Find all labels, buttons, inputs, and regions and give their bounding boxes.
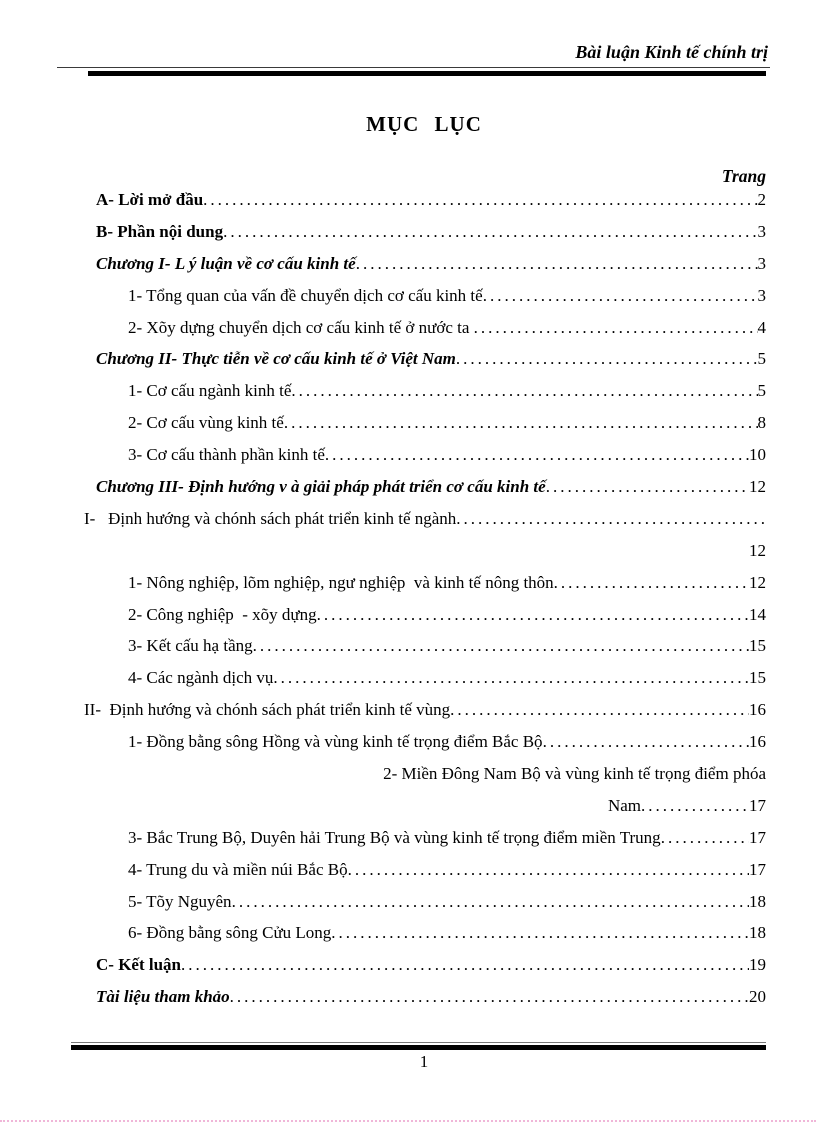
page-title: MỤC LỤC [366, 112, 482, 136]
toc-entry-label: Chương III- Định hướng v à giải pháp phát triển cơ cấu kinh tế [96, 477, 546, 497]
toc-entry [82, 762, 766, 794]
toc-entry-page: 2 [757, 190, 766, 209]
toc-entry [82, 730, 766, 762]
toc-entry-label: B- Phần nội dung [96, 221, 224, 241]
toc-entry-page: 3 [757, 253, 766, 273]
toc-entry [82, 985, 766, 1017]
toc-entry-page: 3 [757, 285, 766, 305]
dot-leader [284, 411, 758, 435]
dot-leader [543, 730, 749, 754]
toc-entry-label: 3- Bắc Trung Bộ, Duyên hải Trung Bộ và vùng kinh tế trọng điểm miền Trung [128, 827, 661, 847]
toc-content [82, 0, 766, 1017]
toc-entry-page: 14 [749, 604, 766, 624]
toc-entry-page: 12 [749, 540, 766, 560]
toc-entry-label: Chương I- L ý luận về cơ cấu kinh tế [96, 253, 356, 273]
toc-entry [82, 347, 766, 379]
toc-entry-label: 1- Đồng bằng sông Hồng và vùng kinh tế trọng điểm Bắc Bộ [128, 732, 543, 752]
toc-entry [82, 316, 766, 348]
dot-leader [253, 634, 749, 658]
toc-entry [82, 890, 766, 922]
dot-leader [230, 985, 749, 1009]
toc-entry-label: 1- Cơ cấu ngành kinh tế [128, 381, 292, 401]
toc-entry [82, 539, 766, 571]
toc-entry-label: 3- Kết cấu hạ tầng [128, 636, 253, 656]
toc-entry [82, 921, 766, 953]
toc-entry-label: 1- Nông nghiệp, lõm nghiệp, ngư nghiệp và kinh tế nông thôn [128, 572, 554, 592]
toc-entry-label: 2- Cơ cấu vùng kinh tế [128, 413, 284, 433]
dot-leader [223, 220, 757, 244]
dot-leader [483, 284, 758, 308]
toc-entry [82, 443, 766, 475]
dot-leader [474, 316, 758, 340]
toc-entry-page: 8 [757, 413, 766, 433]
toc-entry [82, 698, 766, 730]
toc-entry-page: 3 [757, 221, 766, 241]
toc-entry [82, 603, 766, 635]
toc-entry-label: C- Kết luận [96, 955, 181, 975]
page-column-label: Trang [721, 166, 766, 186]
toc-entry [82, 571, 766, 603]
dot-leader [356, 252, 758, 276]
dot-leader [661, 826, 749, 850]
toc-entry-label: Tài liệu tham khảo [96, 987, 230, 1007]
footer-rule-thick [71, 1045, 766, 1050]
toc-entry-label: Chương II- Thực tiễn về cơ cấu kinh tế ở Việt Nam [96, 349, 456, 369]
toc-entry-label: A- Lời mở đầu [96, 190, 204, 209]
running-header-title: Bài luận Kinh tế chính trị [575, 42, 768, 62]
toc-entry-page: 16 [749, 732, 766, 752]
dot-leader [203, 188, 757, 212]
toc-entry [82, 953, 766, 985]
toc-entry-page: 5 [757, 381, 766, 401]
toc-entry-page: 15 [749, 668, 766, 688]
dot-leader [456, 507, 766, 531]
toc-entry [82, 284, 766, 316]
toc-entry [82, 252, 766, 284]
toc-entry-label: 2- Xõy dựng chuyển dịch cơ cấu kinh tế ở nước ta [128, 317, 474, 337]
toc-entry-page: 5 [757, 349, 766, 369]
toc-entry [82, 220, 766, 252]
toc-entry-page: 20 [749, 987, 766, 1007]
dot-leader [456, 347, 758, 371]
toc-entry [82, 634, 766, 666]
dot-leader [317, 603, 749, 627]
dot-leader [331, 921, 749, 945]
toc-entry-label: I- Định hướng và chónh sách phát triển kinh tế ngành [84, 508, 457, 528]
toc-entry-page: 10 [749, 445, 766, 465]
toc-entry-label: Nam [607, 795, 641, 815]
toc-entry [82, 666, 766, 698]
toc-entry-page: 18 [749, 923, 766, 943]
dot-leader [554, 571, 749, 595]
toc-entry-label: 5- Tõy Nguyên [128, 891, 232, 911]
toc-entry [82, 826, 766, 858]
dot-leader [348, 858, 749, 882]
toc-entry [82, 794, 766, 826]
toc-entry-page: 16 [749, 700, 766, 720]
toc-entry-label: 1- Tổng quan của vấn đề chuyển dịch cơ cấu kinh tế [128, 285, 483, 305]
toc-entry-label: 3- Cơ cấu thành phần kinh tế [128, 445, 325, 465]
toc-entry [82, 475, 766, 507]
dot-leader [641, 794, 749, 818]
dot-leader [450, 698, 749, 722]
toc-entry-page: 19 [749, 955, 766, 975]
toc-entry [82, 188, 766, 220]
dot-leader [325, 443, 749, 467]
toc-entry-label: 6- Đồng bằng sông Cửu Long [128, 923, 332, 943]
toc-entry-label: 4- Trung du và miền núi Bắc Bộ [128, 859, 348, 879]
footer-rule-thin [71, 1042, 766, 1043]
toc-entry-page: 18 [749, 891, 766, 911]
dot-leader [232, 890, 749, 914]
toc-entry [82, 379, 766, 411]
toc-entry-page: 12 [749, 477, 766, 497]
toc-entry-page: 12 [749, 572, 766, 592]
dot-leader [273, 666, 749, 690]
toc-entry-label: 4- Các ngành dịch vụ [128, 668, 274, 688]
toc-entry-page: 17 [749, 859, 766, 879]
toc-entry-page: 17 [749, 795, 766, 815]
toc-entry [82, 411, 766, 443]
toc-entry-page: 4 [757, 317, 766, 337]
dot-leader [546, 475, 749, 499]
dot-leader [181, 953, 749, 977]
page-break-separator [0, 1120, 816, 1122]
toc-entry-label: 2- Miền Đông Nam Bộ và vùng kinh tế trọng điểm phóa [383, 764, 766, 784]
toc-entry [82, 858, 766, 890]
toc-list [82, 188, 766, 1017]
dot-leader [291, 379, 757, 403]
toc-entry-label: 2- Công nghiệp - xõy dựng [128, 604, 317, 624]
toc-entry-page: 17 [749, 827, 766, 847]
toc-entry-page: 15 [749, 636, 766, 656]
toc-entry-label: II- Định hướng và chónh sách phát triển kinh tế vùng [84, 700, 451, 720]
footer-page-number: 1 [419, 1052, 429, 1071]
toc-entry [82, 507, 766, 539]
